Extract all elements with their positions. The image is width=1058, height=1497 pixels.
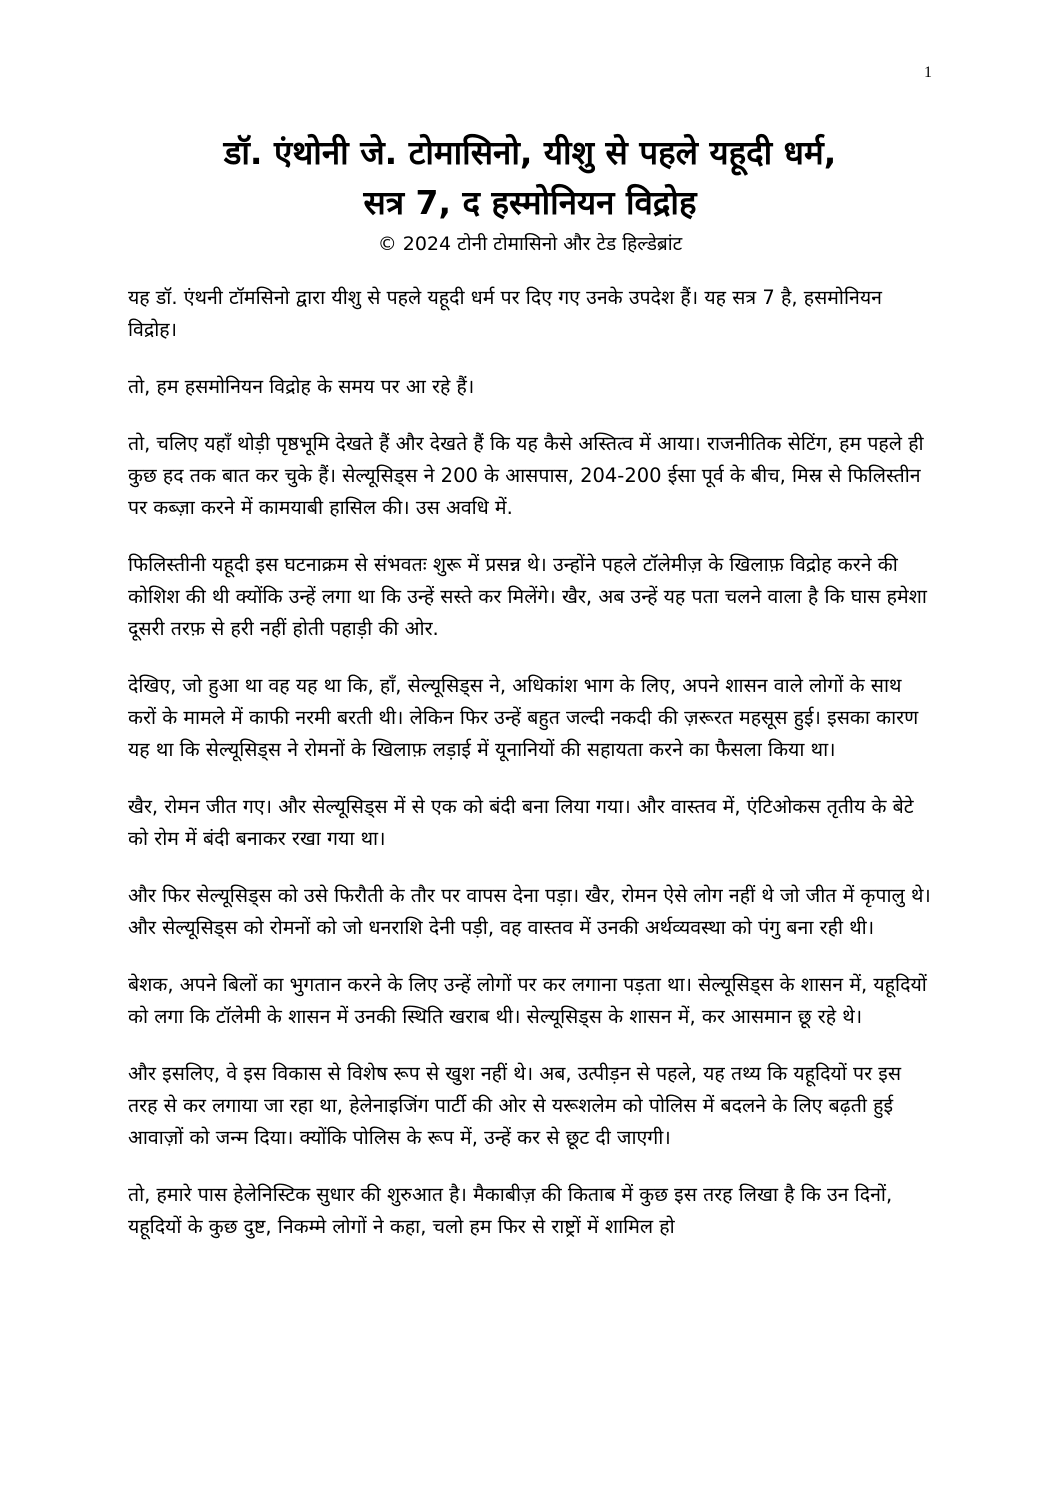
paragraph: यह डॉ. एंथनी टॉमसिनो द्वारा यीशु से पहले यहूदी धर्म पर दिए गए उनके उपदेश हैं। यह सत्र 7 है, हसमोनियन विद्रोह।	[128, 286, 882, 341]
paragraph: तो, हमारे पास हेलेनिस्टिक सुधार की शुरुआत है। मैकाबीज़ की किताब में कुछ इस तरह लिखा है कि उन दिनों, यहूदियों के कुछ दुष्ट, निकम्मे लोगों ने कहा, चलो हम फिर से राष्ट्रों में शामिल हो	[128, 1183, 893, 1238]
paragraph: और फिर सेल्यूसिड्स को उसे फिरौती के तौर पर वापस देना पड़ा। खैर, रोमन ऐसे लोग नहीं थे जो जीत में कृपालु थे। और सेल्यूसिड्स को रोमनों को जो धनराशि देनी पड़ी, वह वास्तव में उनकी अर्थव्यवस्था को पंगु बना रही थी।	[128, 884, 931, 939]
paragraph: देखिए, जो हुआ था वह यह था कि, हाँ, सेल्यूसिड्स ने, अधिकांश भाग के लिए, अपने शासन वाले लोगों के साथ करों के मामले में काफी नरमी बरती थी। लेकिन फिर उन्हें बहुत जल्दी नकदी की ज़रूरत महसूस हुई। इसका कारण यह था कि सेल्यूसिड्स ने रोमनों के खिलाफ़ लड़ाई में यूनानियों की सहायता करने का फैसला किया था।	[128, 674, 919, 761]
paragraph: बेशक, अपने बिलों का भुगतान करने के लिए उन्हें लोगों पर कर लगाना पड़ता था। सेल्यूसिड्स के शासन में, यहूदियों को लगा कि टॉलेमी के शासन में उनकी स्थिति खराब थी। सेल्यूसिड्स के शासन में, कर आसमान छू रहे थे।	[128, 973, 927, 1028]
paragraph: फिलिस्तीनी यहूदी इस घटनाक्रम से संभवतः शुरू में प्रसन्न थे। उन्होंने पहले टॉलेमीज़ के खिलाफ़ विद्रोह करने की कोशिश की थी क्योंकि उन्हें लगा था कि उन्हें सस्ते कर मिलेंगे। खैर, अब उन्हें यह पता चलने वाला है कि घास हमेशा दूसरी तरफ़ से हरी नहीं होती पहाड़ी की ओर.	[128, 553, 927, 640]
paragraph: और इसलिए, वे इस विकास से विशेष रूप से खुश नहीं थे। अब, उत्पीड़न से पहले, यह तथ्य कि यहूदियों पर इस तरह से कर लगाया जा रहा था, हेलेनाइजिंग पार्टी की ओर से यरूशलेम को पोलिस में बदलने के लिए बढ़ती हुई आवाज़ों को जन्म दिया। क्योंकि पोलिस के रूप में, उन्हें कर से छूट दी जाएगी।	[128, 1062, 901, 1149]
document-title	[100, 128, 960, 228]
paragraph: तो, हम हसमोनियन विद्रोह के समय पर आ रहे हैं।	[128, 375, 475, 398]
paragraph: खैर, रोमन जीत गए। और सेल्यूसिड्स में से एक को बंदी बना लिया गया। और वास्तव में, एंटिओकस तृतीय के बेटे को रोम में बंदी बनाकर रखा गया था।	[128, 795, 914, 850]
copyright-notice: © 2024 टोनी टोमासिनो और टेड हिल्डेब्रांट	[377, 233, 683, 255]
title-line-1: डॉ. एंथोनी जे. टोमासिनो, यीशु से पहले यहूदी धर्म,	[223, 133, 837, 172]
page-number: 1	[924, 64, 932, 81]
paragraph: तो, चलिए यहाँ थोड़ी पृष्ठभूमि देखते हैं और देखते हैं कि यह कैसे अस्तित्व में आया। राजनीतिक सेटिंग, हम पहले ही कुछ हद तक बात कर चुके हैं। सेल्यूसिड्स ने 200 के आसपास, 204-200 ईसा पूर्व के बीच, मिस्र से फिलिस्तीन पर कब्ज़ा करने में कामयाबी हासिल की। उस अवधि में.	[128, 432, 924, 519]
document-body	[128, 282, 932, 1268]
title-line-2: सत्र 7, द हस्मोनियन विद्रोह	[363, 183, 697, 222]
